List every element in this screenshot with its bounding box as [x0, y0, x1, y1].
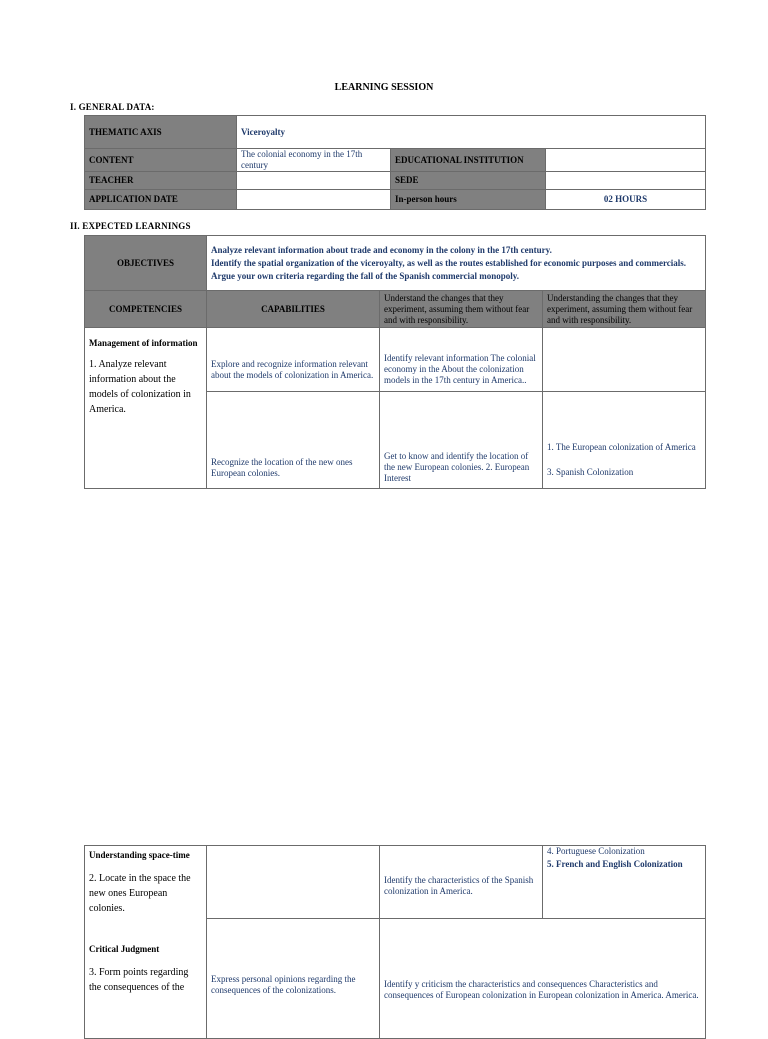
application-date-label: APPLICATION DATE: [85, 190, 237, 210]
thematic-axis-label: THEMATIC AXIS: [85, 116, 237, 149]
institution-value: [546, 149, 706, 172]
competencies-label: COMPETENCIES: [85, 291, 207, 328]
application-date-value: [237, 190, 391, 210]
capability-recognize-location: Recognize the location of the new ones European colonies.: [207, 392, 380, 489]
competency-critical-text: 3. Form points regarding the consequences of the: [89, 967, 189, 993]
capability-express-opinions: Express personal opinions regarding the consequences of the colonizations.: [207, 919, 380, 1039]
capabilities-label: CAPABILITIES: [207, 291, 380, 328]
page-title: LEARNING SESSION: [334, 82, 434, 93]
in-person-hours-label: In-person hours: [391, 190, 546, 210]
objectives-cell: [207, 236, 706, 291]
section-expected-learnings-heading: II. EXPECTED LEARNINGS: [70, 221, 191, 231]
content-row1: [543, 328, 706, 392]
capability-row3: [207, 846, 380, 919]
thematic-axis-value: Viceroyalty: [237, 116, 706, 149]
expected-learnings-table: [84, 235, 706, 489]
in-person-hours-value: 02 HOURS: [546, 190, 706, 210]
general-data-table: [84, 115, 706, 210]
teacher-label: TEACHER: [85, 172, 237, 190]
content-french-english-colonization: 5. French and English Colonization: [547, 859, 683, 869]
competency-management-title: Management of information: [89, 338, 198, 348]
competency-management-cell: [85, 328, 207, 489]
content-row2: [543, 392, 706, 489]
section-general-data-heading: I. GENERAL DATA:: [70, 102, 155, 112]
objective-3: Argue your own criteria regarding the fall of the Spanish commercial monopoly.: [211, 270, 519, 281]
competency-management-text: 1. Analyze relevant information about the models of colonization in America.: [89, 359, 191, 415]
indicator-identify-information: Identify relevant information The colonial economy in the About the colonization models in the 17th century in America..: [380, 328, 543, 392]
content-european-colonization: 1. The European colonization of America: [547, 442, 696, 452]
objective-1: Analyze relevant information about trade and economy in the colony in the 17th century.: [211, 244, 552, 255]
contents-header: Understanding the changes that they experiment, assuming them without fear and with responsibility.: [543, 291, 706, 328]
indicator-identify-criticism: Identify y criticism the characteristics and consequences Characteristics and consequences of European colonization in European colonization in America. America.: [380, 919, 706, 1039]
competency-cells-page2: [85, 846, 207, 1039]
content-label: CONTENT: [85, 149, 237, 172]
competency-space-time-title: Understanding space-time: [89, 850, 190, 860]
continued-learnings-table: [84, 845, 706, 1039]
institution-label: EDUCATIONAL INSTITUTION: [391, 149, 546, 172]
competency-critical-title: Critical Judgment: [89, 944, 160, 954]
competency-space-time-text: 2. Locate in the space the new ones European colonies.: [89, 873, 191, 914]
content-portuguese-colonization: 4. Portuguese Colonization: [547, 846, 645, 856]
indicators-header: Understand the changes that they experiment, assuming them without fear and with responsibility.: [380, 291, 543, 328]
content-spanish-colonization: 3. Spanish Colonization: [547, 467, 634, 477]
indicator-know-location: Get to know and identify the location of the new European colonies. 2. European Interest: [380, 392, 543, 489]
sede-label: SEDE: [391, 172, 546, 190]
sede-value: [546, 172, 706, 190]
objective-2: Identify the spatial organization of the viceroyalty, as well as the routes established for economic purposes and commercials.: [211, 257, 687, 268]
objectives-label: OBJECTIVES: [85, 236, 207, 291]
capability-explore: Explore and recognize information relevant about the models of colonization in America.: [207, 328, 380, 392]
teacher-value: [237, 172, 391, 190]
content-value: The colonial economy in the 17th century: [237, 149, 391, 172]
indicator-spanish-characteristics: Identify the characteristics of the Spanish colonization in America.: [380, 846, 543, 919]
content-row3: [543, 846, 706, 919]
